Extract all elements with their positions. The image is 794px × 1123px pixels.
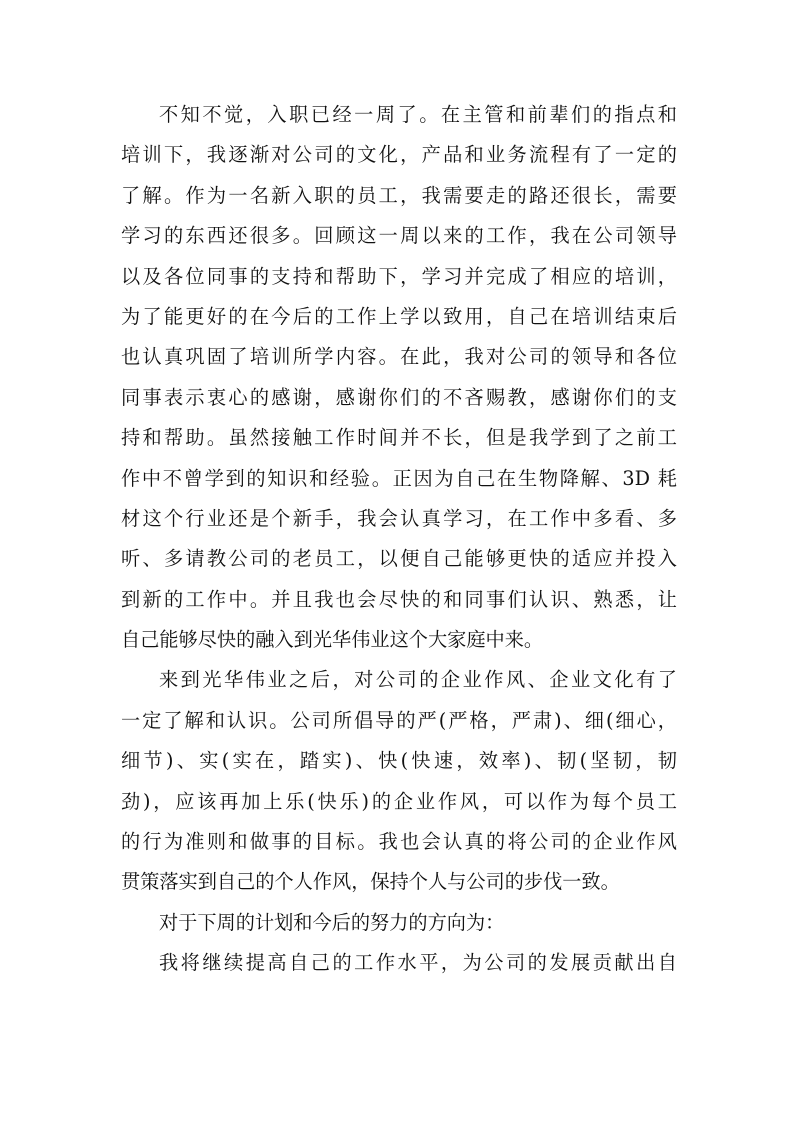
paragraph-line: 为了能更好的在今后的工作上学以致用，自己在培训结束后 <box>121 304 677 328</box>
paragraph-line: 培训下，我逐渐对公司的文化，产品和业务流程有了一定的 <box>121 143 677 167</box>
paragraph-line: 细节)、实(实在，踏实)、快(快速，效率)、韧(坚韧，韧 <box>121 749 677 773</box>
paragraph-line: 劲)，应该再加上乐(快乐)的企业作风，可以作为每个员工 <box>121 789 677 813</box>
paragraph-line: 我将继续提高自己的工作水平，为公司的发展贡献出自 <box>159 951 677 975</box>
paragraph-line: 对于下周的计划和今后的努力的方向为： <box>159 910 505 934</box>
paragraph-line: 作中不曾学到的知识和经验。正因为自己在生物降解、3D 耗 <box>121 466 677 490</box>
paragraph-line: 学习的东西还很多。回顾这一周以来的工作，我在公司领导 <box>121 224 677 248</box>
paragraph-line: 也认真巩固了培训所学内容。在此，我对公司的领导和各位 <box>121 345 677 369</box>
paragraph-line: 一定了解和认识。公司所倡导的严(严格，严肃)、细(细心， <box>121 708 677 732</box>
document-body <box>121 95 677 984</box>
paragraph-line: 了解。作为一名新入职的员工，我需要走的路还很长，需要 <box>121 183 677 207</box>
paragraph-line: 到新的工作中。并且我也会尽快的和同事们认识、熟悉，让 <box>121 587 677 611</box>
paragraph-line: 听、多请教公司的老员工，以便自己能够更快的适应并投入 <box>121 547 677 571</box>
paragraph-line: 不知不觉，入职已经一周了。在主管和前辈们的指点和 <box>159 103 677 126</box>
paragraph-line: 的行为准则和做事的目标。我也会认真的将公司的企业作风 <box>121 830 677 854</box>
paragraph-line: 材这个行业还是个新手，我会认真学习，在工作中多看、多 <box>121 506 677 530</box>
paragraph-line: 以及各位同事的支持和帮助下，学习并完成了相应的培训， <box>121 264 677 288</box>
paragraph-line: 持和帮助。虽然接触工作时间并不长，但是我学到了之前工 <box>121 426 677 450</box>
paragraph-line: 贯策落实到自己的个人作风，保持个人与公司的步伐一致。 <box>121 870 620 894</box>
paragraph-line: 来到光华伟业之后，对公司的企业作风、企业文化有了 <box>159 668 677 692</box>
paragraph-line: 同事表示衷心的感谢，感谢你们的不吝赐教，感谢你们的支 <box>121 385 677 409</box>
paragraph-line: 自己能够尽快的融入到光华伟业这个大家庭中来。 <box>121 628 544 652</box>
